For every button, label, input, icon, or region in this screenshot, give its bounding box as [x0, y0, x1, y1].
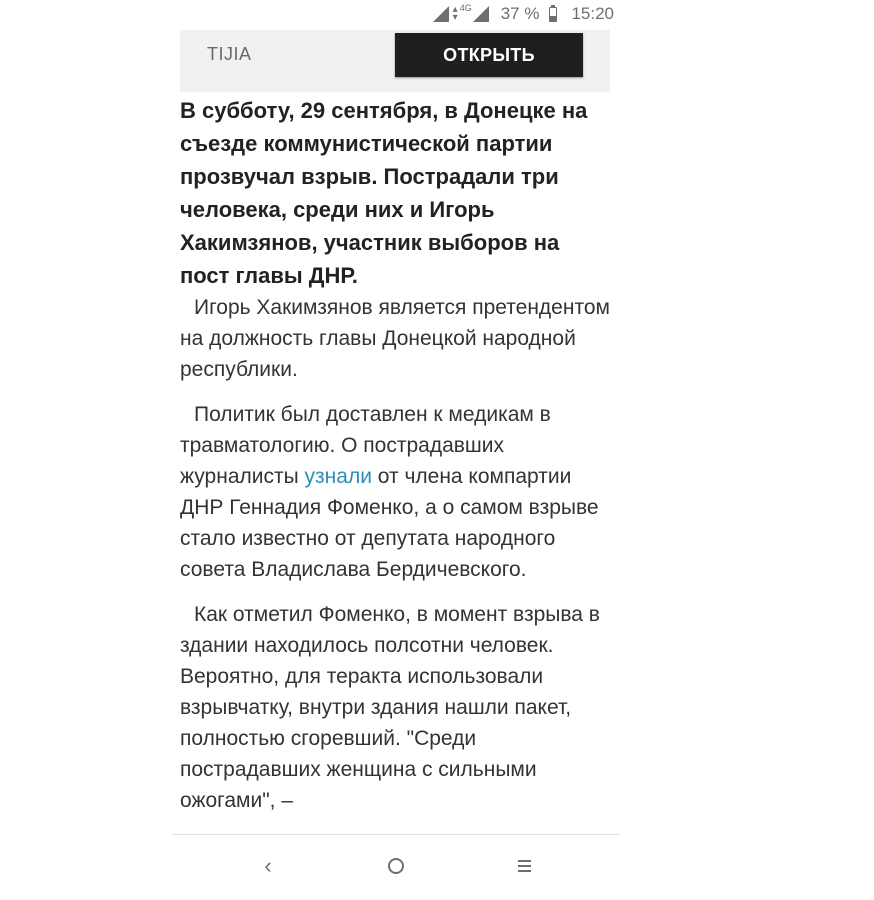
article-paragraph — [180, 399, 612, 585]
article-content — [180, 94, 612, 834]
signal-icon — [473, 6, 489, 22]
app-banner — [180, 30, 610, 92]
source-link[interactable]: узнали — [304, 465, 372, 488]
back-icon: ‹ — [264, 853, 272, 878]
network-arrows-icon: ▴ ▾ — [452, 4, 458, 23]
article-paragraph: Игорь Хакимзянов является претендентом на должность главы Донецкой народной республики. — [180, 296, 610, 381]
back-button[interactable] — [248, 846, 288, 886]
open-button[interactable]: ОТКРЫТЬ — [395, 33, 583, 77]
home-button[interactable] — [376, 846, 416, 886]
clock: 15:20 — [571, 4, 614, 23]
paragraph-text: Политик был доставлен к медикам в травматологию. О пострадавших журналисты — [180, 403, 551, 488]
status-bar — [400, 0, 614, 28]
article-paragraph: Как отметил Фоменко, в момент взрыва в здании находилось полсотни человек. Вероятно, для теракта использовали взрывчатку, внутри здания нашли пакет, полностью сгоревший. "Среди пострадавших женщина с сильными ожогами", – — [180, 603, 600, 812]
menu-icon — [518, 860, 531, 872]
battery-percent: 37 % — [500, 4, 540, 23]
menu-button[interactable] — [504, 846, 544, 886]
navigation-bar — [248, 846, 544, 886]
battery-icon — [549, 7, 557, 22]
banner-label: TIJIA — [207, 44, 252, 64]
article-lead: В субботу, 29 сентября, в Донецке на съезде коммунистической партии прозвучал взрыв. Пострадали три человека, среди них и Игорь Хакимзянов, участник выборов на пост главы ДНР. — [180, 98, 588, 288]
signal-icon — [433, 6, 449, 22]
home-icon — [388, 858, 404, 874]
network-label: 4G — [459, 3, 472, 13]
paragraph-text: от члена компартии ДНР Геннадия Фоменко, а о самом взрыве стало известно от депутата народного совета Владислава Бердичевского. — [180, 465, 599, 581]
divider — [172, 834, 620, 835]
